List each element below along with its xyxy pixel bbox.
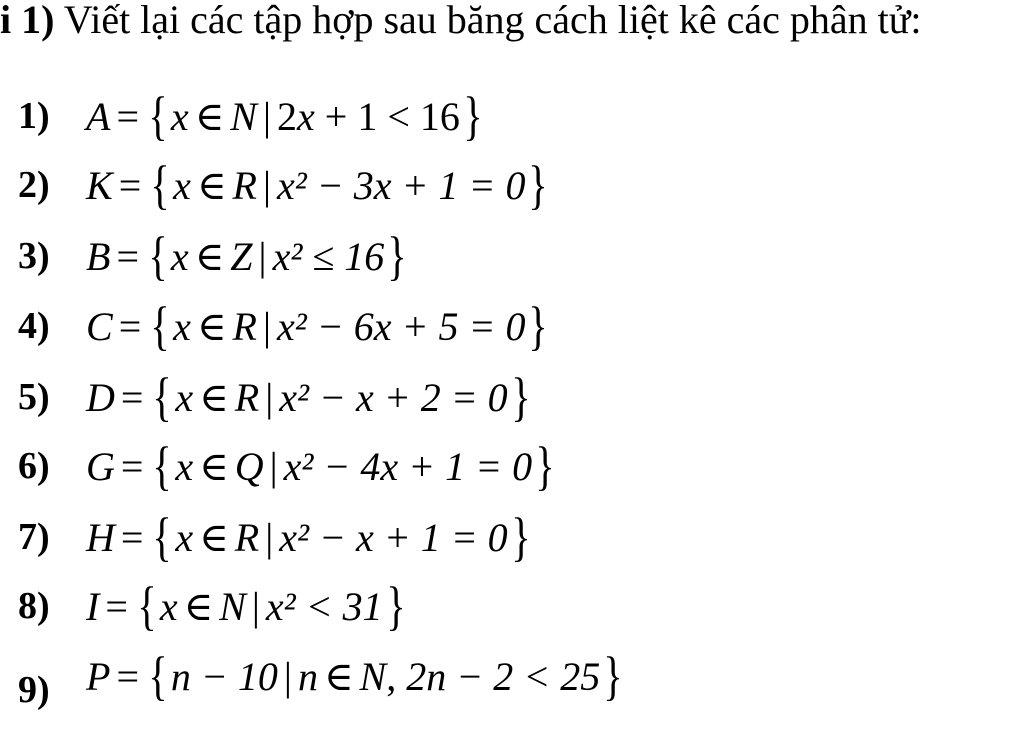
set-variable: x bbox=[175, 515, 194, 560]
item-label: 4) bbox=[18, 305, 50, 347]
set-domain: N bbox=[219, 584, 246, 629]
set-name: C bbox=[86, 304, 113, 349]
set-domain: R bbox=[232, 163, 257, 208]
item-label: 8) bbox=[18, 585, 50, 627]
set-condition: 2n − 2 < 25 bbox=[406, 654, 601, 699]
set-condition: x² − 6x + 5 = 0 bbox=[277, 304, 526, 349]
set-condition: x² < 31 bbox=[265, 584, 383, 629]
condition-variable: x bbox=[297, 94, 315, 139]
set-item-1 bbox=[18, 86, 1018, 146]
set-condition: x² − 3x + 1 = 0 bbox=[277, 163, 526, 208]
set-domain: R bbox=[234, 375, 260, 420]
set-condition: x² − 4x + 1 = 0 bbox=[283, 444, 533, 489]
set-name: K bbox=[86, 163, 113, 208]
set-variable: x bbox=[175, 444, 194, 489]
set-domain: Z bbox=[230, 234, 253, 279]
set-item-6 bbox=[18, 436, 1018, 496]
set-variable: x bbox=[173, 304, 191, 349]
set-name: H bbox=[86, 515, 115, 560]
set-item-4 bbox=[18, 296, 1018, 356]
set-item-9 bbox=[18, 646, 1018, 711]
set-item-8 bbox=[18, 576, 1018, 636]
set-domain: N bbox=[359, 654, 387, 699]
set-item-2 bbox=[18, 155, 1018, 215]
set-item-5 bbox=[18, 367, 1018, 427]
set-variable: n bbox=[297, 654, 318, 699]
item-label: 3) bbox=[18, 235, 50, 277]
set-name: G bbox=[86, 444, 115, 489]
set-item-3 bbox=[18, 226, 1018, 286]
set-expression: A = {x ∈ N | 2x + 1 < 16} bbox=[86, 86, 483, 146]
set-domain: N bbox=[230, 94, 257, 139]
set-name: A bbox=[86, 94, 111, 139]
set-condition: x² − x + 2 = 0 bbox=[279, 375, 508, 420]
set-variable: x bbox=[170, 94, 189, 139]
set-condition: x² ≤ 16 bbox=[272, 234, 385, 279]
set-domain: Q bbox=[234, 444, 264, 489]
set-domain: R bbox=[232, 304, 257, 349]
condition-rest: + 1 < 16 bbox=[314, 94, 460, 139]
set-variable: x bbox=[173, 163, 191, 208]
set-expression: B = {x ∈ Z | x² ≤ 16} bbox=[86, 226, 407, 286]
item-label: 2) bbox=[18, 164, 50, 206]
set-element: n − 10 bbox=[170, 654, 278, 699]
exercise-number: i 1) bbox=[0, 0, 55, 42]
set-variable: x bbox=[170, 234, 189, 279]
set-expression: P = {n − 10 | n ∈ N, 2n − 2 < 25} bbox=[86, 646, 623, 706]
set-name: B bbox=[86, 234, 111, 279]
exercise-instruction: Viết lại các tập hợp sau băng cách liệt kê các phân tử: bbox=[54, 0, 922, 42]
set-name: D bbox=[86, 375, 115, 420]
set-item-7 bbox=[18, 507, 1018, 567]
set-condition: x² − x + 1 = 0 bbox=[279, 515, 508, 560]
item-label: 5) bbox=[18, 376, 50, 418]
item-label: 6) bbox=[18, 445, 50, 487]
exercise-heading bbox=[0, 0, 922, 44]
set-variable: x bbox=[159, 584, 178, 629]
item-label: 1) bbox=[18, 95, 50, 137]
set-name: P bbox=[86, 654, 111, 699]
set-expression: C = {x ∈ R | x² − 6x + 5 = 0} bbox=[86, 296, 549, 356]
set-domain: R bbox=[234, 515, 260, 560]
set-expression: D = {x ∈ R | x² − x + 2 = 0} bbox=[86, 367, 531, 427]
condition-coefficient: 2 bbox=[277, 94, 297, 139]
set-expression: K = {x ∈ R | x² − 3x + 1 = 0} bbox=[86, 155, 549, 215]
item-label: 7) bbox=[18, 516, 50, 558]
set-expression: H = {x ∈ R | x² − x + 1 = 0} bbox=[86, 507, 531, 567]
set-variable: x bbox=[175, 375, 194, 420]
item-label: 9) bbox=[18, 669, 50, 711]
set-expression: G = {x ∈ Q | x² − 4x + 1 = 0} bbox=[86, 436, 555, 496]
set-name: I bbox=[86, 584, 100, 629]
set-expression: I = {x ∈ N | x² < 31} bbox=[86, 576, 406, 636]
